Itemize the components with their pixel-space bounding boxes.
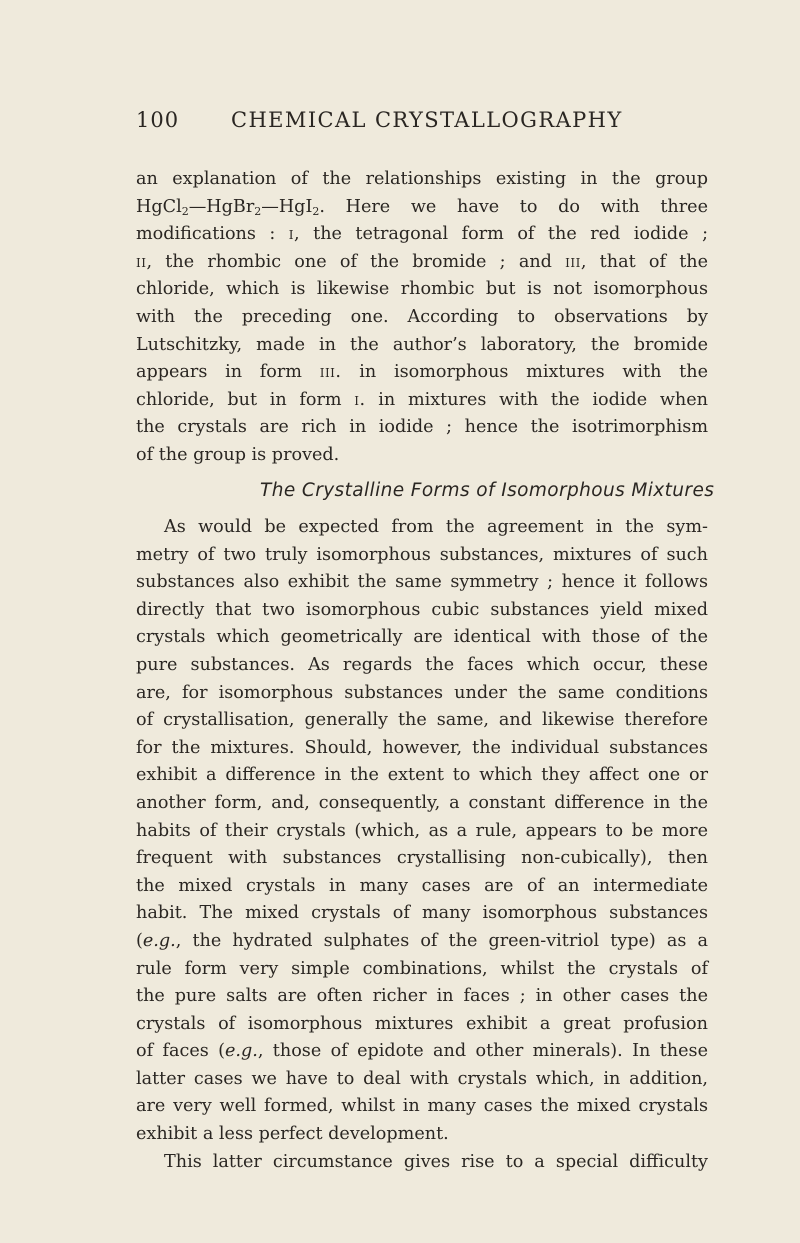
text-line: directly that two isomorphous cubic substances yield mixed <box>136 599 708 620</box>
text-line: with the preceding one. According to observations by <box>136 306 708 327</box>
text-line: ii, the rhombic one of the bromide ; and iii, that of the <box>136 251 709 272</box>
text-line: exhibit a difference in the extent to which they affect one or <box>136 765 708 786</box>
text-line: latter cases we have to deal with crystals which, in addition, <box>136 1068 708 1089</box>
text-line: metry of two truly isomorphous substances, mixtures of such <box>136 544 708 565</box>
section-heading: The Crystalline Forms of Isomorphous Mixtures <box>260 480 715 501</box>
text-line: the crystals are rich in iodide ; hence the isotrimorphism <box>136 417 708 438</box>
text-line: the mixed crystals in many cases are of an intermediate <box>136 875 708 896</box>
text-line: of crystallisation, generally the same, and likewise therefore <box>136 710 708 731</box>
text-line: are, for isomorphous substances under the same conditions <box>136 682 708 703</box>
text-line: habits of their crystals (which, as a rule, appears to be more <box>136 820 708 841</box>
text-line: chloride, which is likewise rhombic but is not isomorphous <box>136 279 708 300</box>
text-line: Lutschitzky, made in the author’s laboratory, the bromide <box>136 334 708 355</box>
text-line: crystals of isomorphous mixtures exhibit a great profusion <box>136 1013 708 1034</box>
text-line: substances also exhibit the same symmetry ; hence it follows <box>136 572 708 593</box>
text-line: habit. The mixed crystals of many isomorphous substances <box>136 903 708 924</box>
text-line: This latter circumstance gives rise to a special difficulty <box>164 1151 708 1172</box>
text-line: As would be expected from the agreement in the sym- <box>164 517 708 537</box>
text-line: are very well formed, whilst in many cases the mixed crystals <box>136 1096 708 1117</box>
text-line-formula: HgCl$_2$—HgBr$_2$—HgI$_2$. Here we have to do with three <box>136 196 708 218</box>
text-line: for the mixtures. Should, however, the individual substances <box>136 737 708 758</box>
text-line: another form, and, consequently, a constant difference in the <box>136 792 708 813</box>
text-line: of the group is proved. <box>136 444 340 465</box>
text-line: modifications : i, the tetragonal form of the red iodide ; <box>136 224 708 245</box>
text-line: of faces (e.g., those of epidote and other minerals). In these <box>136 1041 708 1062</box>
text-line: (e.g., the hydrated sulphates of the green-vitriol type) as a <box>136 930 708 951</box>
text-line: frequent with substances crystallising non-cubically), then <box>136 848 708 869</box>
text-line: pure substances. As regards the faces which occur, these <box>136 654 708 675</box>
text-line: crystals which geometrically are identical with those of the <box>136 627 708 648</box>
text-line: chloride, but in form i. in mixtures with the iodide when <box>136 389 708 410</box>
text-line: rule form very simple combinations, whilst the crystals of <box>136 958 708 979</box>
text-line: exhibit a less perfect development. <box>136 1124 449 1145</box>
text-line: appears in form iii. in isomorphous mixtures with the <box>136 362 708 383</box>
page-number: 100 <box>136 108 180 132</box>
running-head <box>136 108 702 140</box>
paragraph-2 <box>136 514 708 1176</box>
text-line: the pure salts are often richer in faces ; in other cases the <box>136 986 708 1007</box>
paragraph-1 <box>136 166 708 470</box>
text-line: an explanation of the relationships existing in the group <box>136 169 708 189</box>
running-title: CHEMICAL CRYSTALLOGRAPHY <box>231 108 623 132</box>
